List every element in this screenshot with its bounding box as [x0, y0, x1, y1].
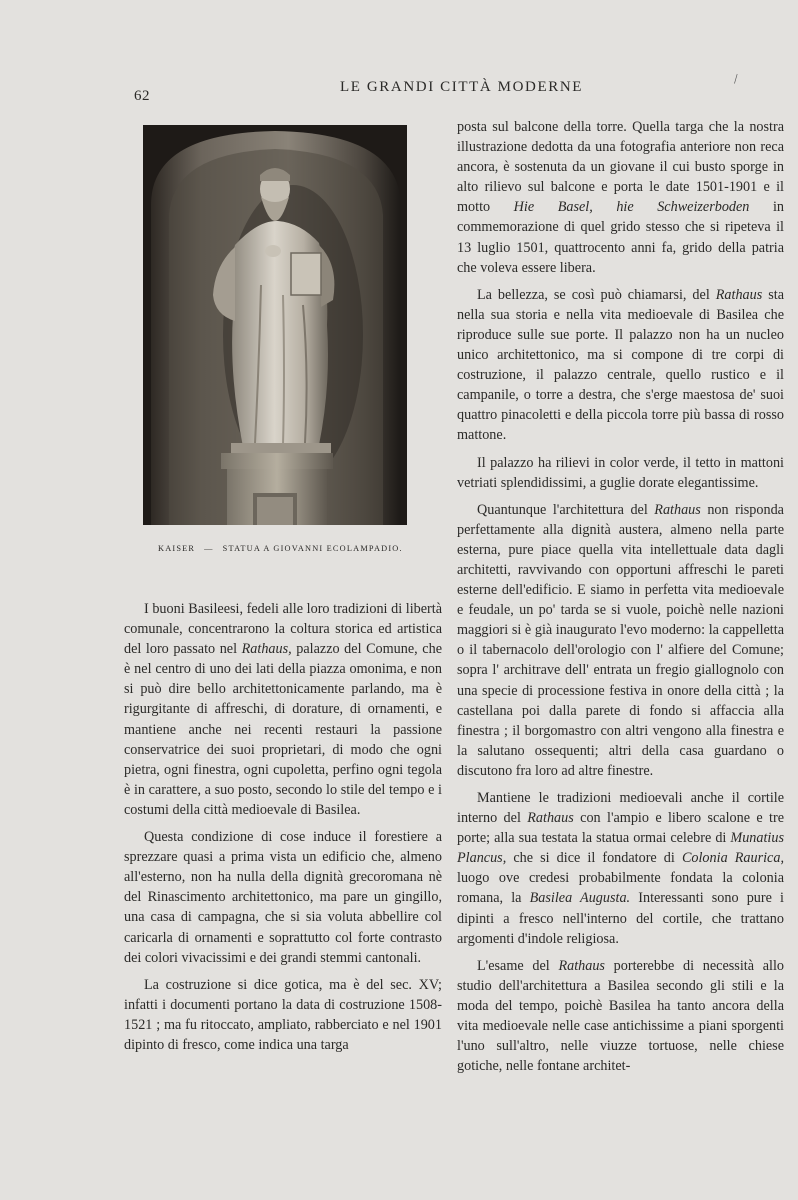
paragraph: I buoni Basileesi, fedeli alle loro tradizioni di libertà comunale, concentrarono la coltura storica ed artistica del loro passato nel Rathaus, palazzo del Comune, che è nel centro di uno dei lati della piazza omonima, e non si può dire bello architettonicamente parlando, ma è rigurgitante di affreschi, di dorature, di ornamenti, e mantiene anche nei recenti restauri la passione conservatrice dei suoi proprietari, di modo che ogni pietra, ogni finestra, ogni cupoletta, perfino ogni tegola è in carattere, a suo posto, secondo lo stile del tempo e i costumi della città medioevale di Basilea. — [124, 601, 442, 818]
left-column — [124, 599, 442, 1055]
statue-photograph — [143, 125, 407, 525]
corner-mark: \ — [729, 72, 742, 87]
paragraph: Questa condizione di cose induce il forestiere a sprezzare quasi a prima vista un edificio che, almeno all'esterno, non ha nulla della dignità grecoromana nè del Rinascimento architettonico, ma pare un gingillo, una casa di campagna, che si sia voluta abbellire col caricarla di ornamenti e soprattutto col forte contrasto dei colori vivacissimi e dei grandi stemmi cantonali. — [124, 829, 442, 966]
figure-caption — [158, 544, 408, 553]
paragraph: Il palazzo ha rilievi in color verde, il tetto in mattoni vetriati splendidissimi, a guglie dorate elegantissime. — [457, 454, 784, 491]
paragraph: posta sul balcone della torre. Quella targa che la nostra illustrazione dedotta da una fotografia anteriore non reca ancora, è sostenuta da un giovane il cui busto sporge in alto rilievo sul balcone e porta le date 1501-1901 e il motto Hie Basel, hie Schweizerboden in commemorazione di quel grido stesso che si ripeteva il 13 luglio 1501, quattrocento anni fa, grido della patria che voleva essere libera. — [457, 119, 784, 276]
paragraph: L'esame del Rathaus porterebbe di necessità allo studio dell'architettura a Basilea secondo gli stili e la moda del tempo, poichè Basilea ha tanto ancora della vita medioevale nelle case antichissime a piani sporgenti l'uno sull'altro, nelle viuzze tortuose, nelle chiese gotiche, nelle fontane architet- — [457, 957, 784, 1075]
paragraph: La costruzione si dice gotica, ma è del sec. XV; infatti i documenti portano la data di costruzione 1508-1521 ; ma fu ritoccato, ampliato, rabberciato e nel 1901 dipinto di fresco, come indica una targa — [124, 976, 442, 1053]
paragraph: Mantiene le tradizioni medioevali anche il cortile interno del Rathaus con l'ampio e libero scalone e tre porte; alla sua testata la statua ormai celebre di Munatius Plancus, che si dice il fondatore di Colonia Raurica, luogo ove credesi probabilmente fondata la colonia romana, la Basilea Augusta. Interessanti sono pure i dipinti a fresco nell'interno del cortile, che trattano argomenti d'indole religiosa. — [457, 790, 785, 947]
caption-dash: — — [204, 544, 214, 553]
caption-author: KAISER — [158, 544, 196, 553]
caption-title: STATUA A GIOVANNI ECOLAMPADIO. — [222, 544, 403, 553]
right-column — [457, 117, 784, 1076]
running-title: LE GRANDI CITTÀ MODERNE — [340, 79, 584, 95]
paragraph: Quantunque l'architettura del Rathaus non risponda perfettamente alla dignità austera, almeno nella parte esterna, pure piace quella vita intellettuale data dagli architetti, ravvivando con opportuni affreschi le pareti esterne dell'edificio. E siamo in perfetta vita medioevale e feudale, un po' tarda se si vuole, poichè nelle nazioni maggiori si è già inaugurato l'evo moderno: la cappelletta o il tabernacolo dell'orologio con l' alfiere del Comune; sopra l' architrave dell' entrata un fregio giallognolo con una specie di processione festiva in onore della città ; la castellana poi dalla parete di fondo si affaccia alla finestra ; il borgomastro con altri vengono alla finestra e la salutano ossequenti; altri della casa guardano o discutono fra loro ad altre finestre. — [457, 501, 784, 779]
paragraph: La bellezza, se così può chiamarsi, del Rathaus sta nella sua storia e nella vita medioevale di Basilea che riproduce sulle sue porte. Il palazzo non ha un nucleo unico architettonico, ma si compone di tre corpi di costruzione, il palazzo centrale, quello rustico e il campanile, o torre a destra, che s'erge maestosa de' suoi quattro pinacoletti e della piccola torre più bassa di rosso mattone. — [457, 286, 784, 444]
page-number: 62 — [134, 88, 150, 104]
